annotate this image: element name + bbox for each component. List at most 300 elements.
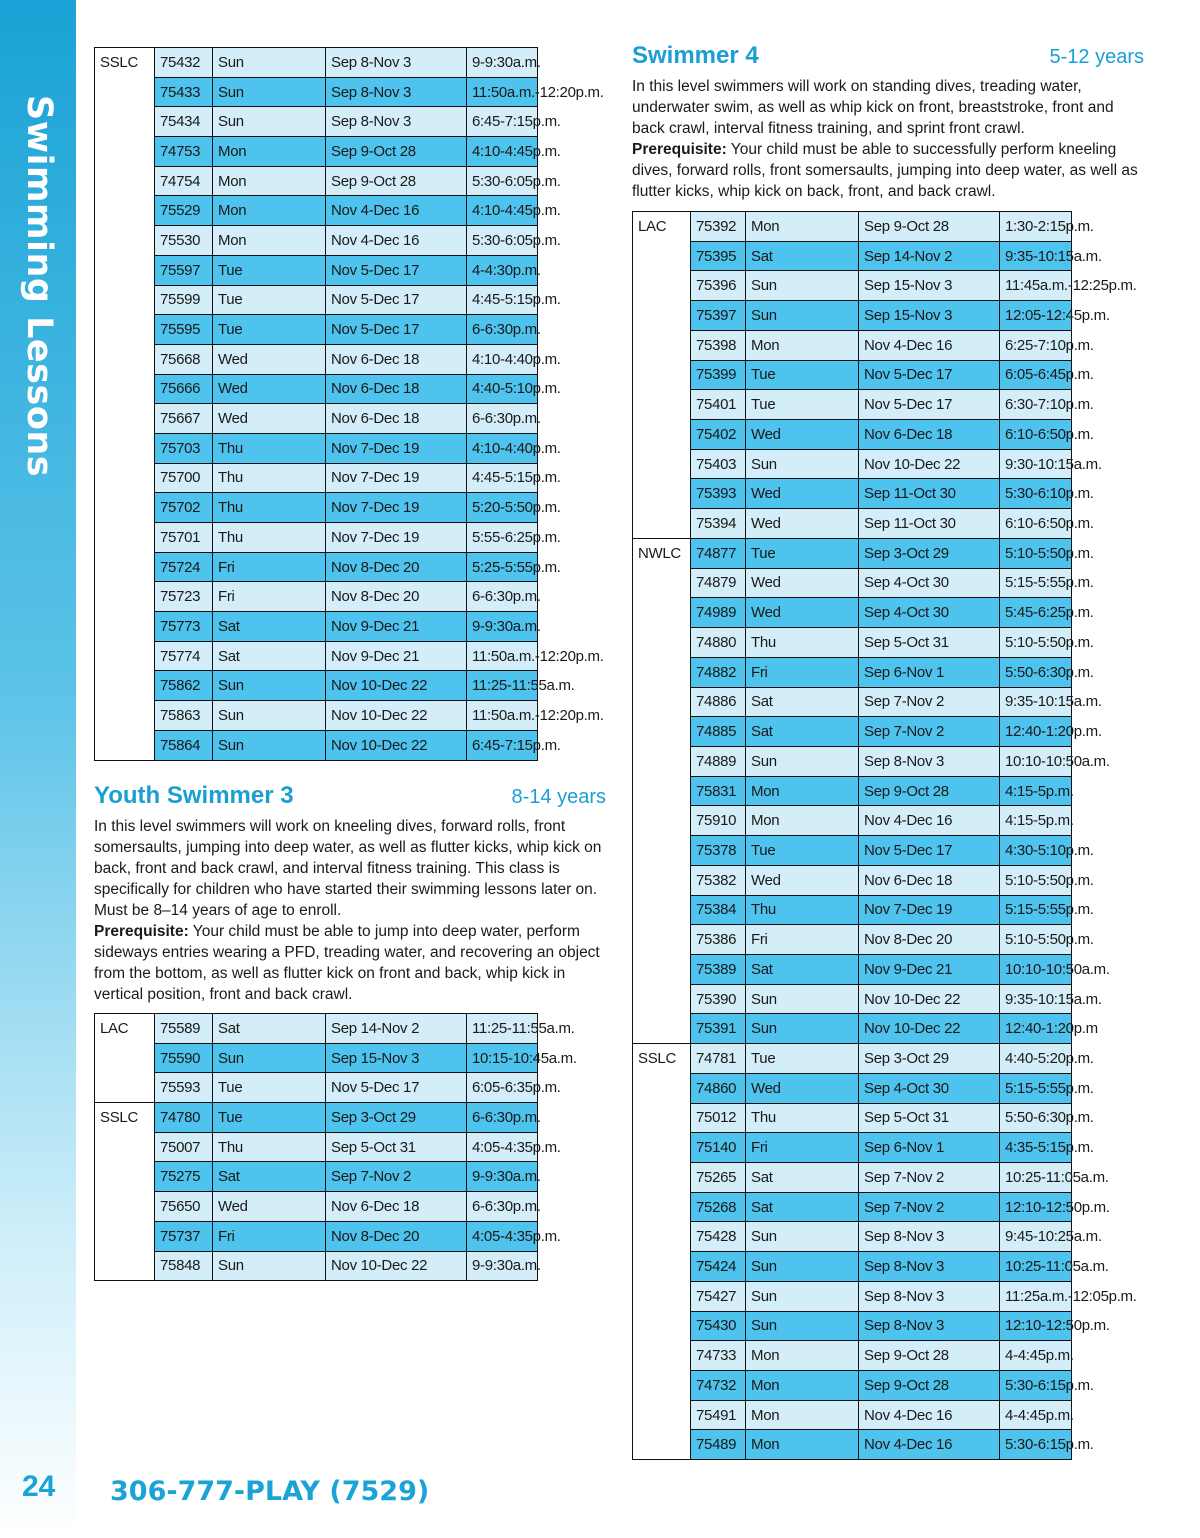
- date-range-cell: Sep 8-Nov 3: [859, 1311, 1000, 1341]
- day-cell: Sun: [213, 701, 326, 731]
- location-cell: SSLC: [95, 1103, 155, 1281]
- table-row: [633, 806, 1072, 836]
- course-code-cell: 75401: [691, 390, 746, 420]
- date-range-cell: Sep 14-Nov 2: [859, 241, 1000, 271]
- day-cell: Fri: [213, 552, 326, 582]
- table-row: [633, 301, 1072, 331]
- time-cell: 1:30-2:15p.m.: [1000, 212, 1072, 242]
- course-code-cell: 75597: [155, 255, 213, 285]
- day-cell: Wed: [213, 374, 326, 404]
- table-row: [95, 671, 538, 701]
- date-range-cell: Nov 4-Dec 16: [326, 196, 467, 226]
- time-cell: 5:55-6:25p.m.: [467, 523, 538, 553]
- time-cell: 12:05-12:45p.m.: [1000, 301, 1072, 331]
- date-range-cell: Sep 15-Nov 3: [326, 1043, 467, 1073]
- course-code-cell: 75265: [691, 1163, 746, 1193]
- table-row: [95, 404, 538, 434]
- table-row: [633, 1133, 1072, 1163]
- course-code-cell: 74733: [691, 1341, 746, 1371]
- course-code-cell: 75434: [155, 107, 213, 137]
- time-cell: 6-6:30p.m.: [467, 315, 538, 345]
- date-range-cell: Nov 9-Dec 21: [326, 641, 467, 671]
- date-range-cell: Sep 3-Oct 29: [859, 1044, 1000, 1074]
- course-code-cell: 75432: [155, 48, 213, 78]
- day-cell: Sun: [213, 1251, 326, 1281]
- time-cell: 4:45-5:15p.m.: [467, 463, 538, 493]
- course-code-cell: 75848: [155, 1251, 213, 1281]
- course-code-cell: 75428: [691, 1222, 746, 1252]
- day-cell: Sat: [213, 612, 326, 642]
- table-row: [95, 1132, 538, 1162]
- time-cell: 12:10-12:50p.m.: [1000, 1192, 1072, 1222]
- date-range-cell: Sep 6-Nov 1: [859, 1133, 1000, 1163]
- table-row: [633, 271, 1072, 301]
- time-cell: 11:50a.m.-12:20p.m.: [467, 77, 538, 107]
- time-cell: 9-9:30a.m.: [467, 48, 538, 78]
- course-code-cell: 74732: [691, 1371, 746, 1401]
- table-row: [633, 1371, 1072, 1401]
- course-code-cell: 75599: [155, 285, 213, 315]
- day-cell: Mon: [746, 806, 859, 836]
- course-code-cell: 75589: [155, 1014, 213, 1044]
- table-row: [95, 344, 538, 374]
- table-row: [95, 730, 538, 760]
- table-row: [633, 360, 1072, 390]
- day-cell: Mon: [213, 166, 326, 196]
- time-cell: 4:40-5:10p.m.: [467, 374, 538, 404]
- course-code-cell: 74880: [691, 628, 746, 658]
- location-cell: NWLC: [633, 538, 691, 1043]
- day-cell: Mon: [213, 196, 326, 226]
- course-code-cell: 74882: [691, 657, 746, 687]
- table-row: [95, 107, 538, 137]
- table-row: [95, 582, 538, 612]
- course-code-cell: 75140: [691, 1133, 746, 1163]
- course-code-cell: 75650: [155, 1192, 213, 1222]
- table-row: [633, 865, 1072, 895]
- date-range-cell: Sep 8-Nov 3: [859, 746, 1000, 776]
- time-cell: 12:40-1:20p.m: [1000, 1014, 1072, 1044]
- table-row: [95, 1014, 538, 1044]
- day-cell: Sun: [213, 48, 326, 78]
- time-cell: 4-4:30p.m.: [467, 255, 538, 285]
- course-code-cell: 75489: [691, 1430, 746, 1460]
- day-cell: Sun: [746, 984, 859, 1014]
- day-cell: Mon: [213, 137, 326, 167]
- table-row: [633, 776, 1072, 806]
- course-code-cell: 75386: [691, 925, 746, 955]
- table-row: [633, 1281, 1072, 1311]
- course-code-cell: 74781: [691, 1044, 746, 1074]
- table-row: [95, 1251, 538, 1281]
- day-cell: Sun: [746, 1252, 859, 1282]
- day-cell: Sun: [213, 107, 326, 137]
- day-cell: Mon: [746, 1400, 859, 1430]
- table-row: [633, 1073, 1072, 1103]
- course-code-cell: 75863: [155, 701, 213, 731]
- sidebar-band: [0, 0, 76, 1538]
- day-cell: Thu: [213, 1132, 326, 1162]
- date-range-cell: Nov 6-Dec 18: [326, 344, 467, 374]
- date-range-cell: Nov 6-Dec 18: [326, 1192, 467, 1222]
- day-cell: Sun: [746, 1311, 859, 1341]
- date-range-cell: Nov 5-Dec 17: [326, 315, 467, 345]
- day-cell: Tue: [746, 836, 859, 866]
- date-range-cell: Sep 11-Oct 30: [859, 509, 1000, 539]
- course-code-cell: 74889: [691, 746, 746, 776]
- date-range-cell: Nov 6-Dec 18: [859, 420, 1000, 450]
- time-cell: 11:50a.m.-12:20p.m.: [467, 701, 538, 731]
- table-row: [633, 538, 1072, 568]
- course-code-cell: 75774: [155, 641, 213, 671]
- date-range-cell: Nov 10-Dec 22: [326, 701, 467, 731]
- course-code-cell: 74885: [691, 717, 746, 747]
- course-code-cell: 75403: [691, 449, 746, 479]
- time-cell: 6-6:30p.m.: [467, 1103, 538, 1133]
- date-range-cell: Sep 7-Nov 2: [859, 1163, 1000, 1193]
- time-cell: 4:40-5:20p.m.: [1000, 1044, 1072, 1074]
- time-cell: 11:25-11:55a.m.: [467, 671, 538, 701]
- age-range: 5-12 years: [1049, 46, 1144, 68]
- time-cell: 5:10-5:50p.m.: [1000, 925, 1072, 955]
- date-range-cell: Nov 5-Dec 17: [859, 390, 1000, 420]
- course-code-cell: 75491: [691, 1400, 746, 1430]
- course-code-cell: 75723: [155, 582, 213, 612]
- table-row: [633, 895, 1072, 925]
- course-code-cell: 75384: [691, 895, 746, 925]
- time-cell: 4:10-4:40p.m.: [467, 433, 538, 463]
- table-row: [95, 701, 538, 731]
- table-row: [95, 226, 538, 256]
- course-code-cell: 74879: [691, 568, 746, 598]
- table-row: [95, 196, 538, 226]
- table-row: [633, 241, 1072, 271]
- date-range-cell: Nov 5-Dec 17: [326, 1073, 467, 1103]
- section-description: [94, 816, 606, 1005]
- time-cell: 4:10-4:45p.m.: [467, 196, 538, 226]
- time-cell: 6:45-7:15p.m.: [467, 107, 538, 137]
- date-range-cell: Sep 8-Nov 3: [326, 48, 467, 78]
- course-code-cell: 75396: [691, 271, 746, 301]
- table-row: [633, 687, 1072, 717]
- time-cell: 4:15-5p.m.: [1000, 776, 1072, 806]
- day-cell: Sun: [746, 746, 859, 776]
- day-cell: Mon: [746, 212, 859, 242]
- table-row: [633, 1400, 1072, 1430]
- day-cell: Mon: [746, 1371, 859, 1401]
- table-row: [95, 1073, 538, 1103]
- table-row: [633, 1192, 1072, 1222]
- date-range-cell: Sep 7-Nov 2: [859, 717, 1000, 747]
- table-row: [95, 285, 538, 315]
- day-cell: Tue: [213, 255, 326, 285]
- day-cell: Sat: [213, 1014, 326, 1044]
- prerequisite-label: Prerequisite:: [94, 923, 189, 940]
- time-cell: 6:10-6:50p.m.: [1000, 509, 1072, 539]
- day-cell: Sat: [746, 1192, 859, 1222]
- date-range-cell: Nov 7-Dec 19: [859, 895, 1000, 925]
- section-title-vertical: Swimming Lessons: [19, 95, 59, 478]
- day-cell: Sun: [213, 730, 326, 760]
- table-row: [95, 48, 538, 78]
- section-title: Youth Swimmer 3: [94, 782, 294, 809]
- day-cell: Sat: [746, 717, 859, 747]
- day-cell: Wed: [213, 404, 326, 434]
- prerequisite-text: Your child must be able to jump into deep water, perform sideways entries wearing a PFD, treading water, and recovering an object from the bottom, as well as flutter kick on front and back, whip kick in vertical position, front and back crawl.: [94, 923, 600, 1003]
- time-cell: 11:25-11:55a.m.: [467, 1014, 538, 1044]
- table-row: [633, 1311, 1072, 1341]
- day-cell: Wed: [746, 1073, 859, 1103]
- day-cell: Sat: [213, 641, 326, 671]
- time-cell: 11:50a.m.-12:20p.m.: [467, 641, 538, 671]
- day-cell: Thu: [213, 523, 326, 553]
- prerequisite-text: Your child must be able to successfully perform kneeling dives, forward rolls, front somersaults, jumping into deep water, as well as flutter kicks, whip kick on back, front, and back crawl.: [632, 141, 1138, 200]
- table-row: [633, 449, 1072, 479]
- time-cell: 4:45-5:15p.m.: [467, 285, 538, 315]
- table-row: [95, 1192, 538, 1222]
- time-cell: 5:20-5:50p.m.: [467, 493, 538, 523]
- day-cell: Tue: [213, 315, 326, 345]
- course-code-cell: 74753: [155, 137, 213, 167]
- course-code-cell: 74780: [155, 1103, 213, 1133]
- location-cell: SSLC: [95, 48, 155, 761]
- course-code-cell: 75393: [691, 479, 746, 509]
- table-row: [633, 330, 1072, 360]
- day-cell: Fri: [213, 1221, 326, 1251]
- course-code-cell: 75382: [691, 865, 746, 895]
- table-row: [95, 641, 538, 671]
- day-cell: Wed: [213, 344, 326, 374]
- table-row: [633, 598, 1072, 628]
- time-cell: 9:45-10:25a.m.: [1000, 1222, 1072, 1252]
- course-code-cell: 75668: [155, 344, 213, 374]
- time-cell: 5:25-5:55p.m.: [467, 552, 538, 582]
- table-row: [95, 433, 538, 463]
- youth-swimmer-3-section: [94, 782, 606, 1005]
- course-code-cell: 75394: [691, 509, 746, 539]
- course-code-cell: 75395: [691, 241, 746, 271]
- time-cell: 4:35-5:15p.m.: [1000, 1133, 1072, 1163]
- day-cell: Wed: [746, 598, 859, 628]
- time-cell: 9:35-10:15a.m.: [1000, 984, 1072, 1014]
- date-range-cell: Nov 7-Dec 19: [326, 493, 467, 523]
- date-range-cell: Sep 7-Nov 2: [859, 687, 1000, 717]
- time-cell: 6-6:30p.m.: [467, 1192, 538, 1222]
- day-cell: Sun: [213, 1043, 326, 1073]
- time-cell: 9-9:30a.m.: [467, 612, 538, 642]
- course-code-cell: 74886: [691, 687, 746, 717]
- course-code-cell: 75864: [155, 730, 213, 760]
- day-cell: Sun: [746, 1014, 859, 1044]
- time-cell: 4:10-4:45p.m.: [467, 137, 538, 167]
- schedule-table: [94, 1013, 577, 1281]
- day-cell: Mon: [746, 776, 859, 806]
- course-code-cell: 75399: [691, 360, 746, 390]
- date-range-cell: Sep 8-Nov 3: [859, 1281, 1000, 1311]
- time-cell: 10:25-11:05a.m.: [1000, 1252, 1072, 1282]
- description-text: In this level swimmers will work on kneeling dives, forward rolls, front somersaults, jumping into deep water, as well as flutter kicks, whip kick on back, front and back crawl, and interval fitness training. This class is specifically for children who have started their swimming lessons later on. Must be 8–14 years of age to enroll.: [94, 818, 602, 919]
- date-range-cell: Nov 5-Dec 17: [326, 255, 467, 285]
- time-cell: 12:10-12:50p.m.: [1000, 1311, 1072, 1341]
- date-range-cell: Sep 4-Oct 30: [859, 568, 1000, 598]
- course-code-cell: 75910: [691, 806, 746, 836]
- date-range-cell: Sep 9-Oct 28: [859, 1371, 1000, 1401]
- date-range-cell: Nov 4-Dec 16: [859, 1430, 1000, 1460]
- day-cell: Sun: [746, 1281, 859, 1311]
- time-cell: 6:05-6:35p.m.: [467, 1073, 538, 1103]
- date-range-cell: Nov 10-Dec 22: [859, 449, 1000, 479]
- table-row: [633, 420, 1072, 450]
- table-row: [633, 1430, 1072, 1460]
- date-range-cell: Sep 4-Oct 30: [859, 598, 1000, 628]
- top-schedule-block: [94, 47, 604, 761]
- date-range-cell: Nov 10-Dec 22: [326, 671, 467, 701]
- table-row: [633, 1222, 1072, 1252]
- phone-number: 306-777-PLAY (7529): [110, 1476, 430, 1507]
- time-cell: 10:15-10:45a.m.: [467, 1043, 538, 1073]
- time-cell: 5:10-5:50p.m.: [1000, 865, 1072, 895]
- table-row: [633, 628, 1072, 658]
- day-cell: Mon: [746, 1341, 859, 1371]
- date-range-cell: Sep 14-Nov 2: [326, 1014, 467, 1044]
- time-cell: 5:45-6:25p.m.: [1000, 598, 1072, 628]
- course-code-cell: 75392: [691, 212, 746, 242]
- swimmer-4-section: [632, 42, 1144, 202]
- time-cell: 5:10-5:50p.m.: [1000, 628, 1072, 658]
- date-range-cell: Nov 4-Dec 16: [859, 330, 1000, 360]
- date-range-cell: Nov 7-Dec 19: [326, 463, 467, 493]
- day-cell: Fri: [746, 925, 859, 955]
- table-row: [95, 255, 538, 285]
- table-row: [633, 836, 1072, 866]
- table-row: [95, 1162, 538, 1192]
- date-range-cell: Nov 9-Dec 21: [859, 954, 1000, 984]
- date-range-cell: Nov 10-Dec 22: [859, 1014, 1000, 1044]
- day-cell: Fri: [213, 582, 326, 612]
- course-code-cell: 75862: [155, 671, 213, 701]
- table-row: [95, 463, 538, 493]
- table-row: [633, 1163, 1072, 1193]
- date-range-cell: Nov 6-Dec 18: [859, 865, 1000, 895]
- date-range-cell: Nov 9-Dec 21: [326, 612, 467, 642]
- day-cell: Sat: [746, 241, 859, 271]
- time-cell: 11:25a.m.-12:05p.m.: [1000, 1281, 1072, 1311]
- schedule-table: [632, 211, 1137, 1460]
- course-code-cell: 74860: [691, 1073, 746, 1103]
- day-cell: Tue: [213, 1073, 326, 1103]
- table-row: [95, 374, 538, 404]
- time-cell: 5:15-5:55p.m.: [1000, 1073, 1072, 1103]
- time-cell: 6:05-6:45p.m.: [1000, 360, 1072, 390]
- time-cell: 5:30-6:05p.m.: [467, 166, 538, 196]
- course-code-cell: 75530: [155, 226, 213, 256]
- date-range-cell: Sep 6-Nov 1: [859, 657, 1000, 687]
- table-row: [95, 1103, 538, 1133]
- time-cell: 4:10-4:40p.m.: [467, 344, 538, 374]
- course-code-cell: 75433: [155, 77, 213, 107]
- time-cell: 9:35-10:15a.m.: [1000, 241, 1072, 271]
- swimmer-4-table-block: [632, 211, 1137, 1460]
- day-cell: Sat: [746, 687, 859, 717]
- day-cell: Tue: [746, 538, 859, 568]
- time-cell: 9-9:30a.m.: [467, 1162, 538, 1192]
- day-cell: Thu: [213, 493, 326, 523]
- time-cell: 5:15-5:55p.m.: [1000, 568, 1072, 598]
- course-code-cell: 75595: [155, 315, 213, 345]
- page-number: 24: [22, 1470, 56, 1503]
- course-code-cell: 75590: [155, 1043, 213, 1073]
- time-cell: 5:30-6:05p.m.: [467, 226, 538, 256]
- table-row: [95, 315, 538, 345]
- table-row: [633, 1014, 1072, 1044]
- day-cell: Tue: [746, 1044, 859, 1074]
- date-range-cell: Nov 10-Dec 22: [326, 730, 467, 760]
- table-row: [633, 954, 1072, 984]
- location-cell: SSLC: [633, 1044, 691, 1460]
- day-cell: Fri: [746, 1133, 859, 1163]
- date-range-cell: Nov 7-Dec 19: [326, 433, 467, 463]
- time-cell: 6:25-7:10p.m.: [1000, 330, 1072, 360]
- date-range-cell: Nov 7-Dec 19: [326, 523, 467, 553]
- course-code-cell: 75724: [155, 552, 213, 582]
- table-row: [633, 1103, 1072, 1133]
- day-cell: Sun: [746, 301, 859, 331]
- time-cell: 6-6:30p.m.: [467, 404, 538, 434]
- time-cell: 12:40-1:20p.m.: [1000, 717, 1072, 747]
- section-description: [632, 76, 1144, 202]
- time-cell: 4-4:45p.m.: [1000, 1400, 1072, 1430]
- date-range-cell: Sep 7-Nov 2: [326, 1162, 467, 1192]
- date-range-cell: Sep 9-Oct 28: [859, 776, 1000, 806]
- date-range-cell: Sep 9-Oct 28: [859, 212, 1000, 242]
- date-range-cell: Nov 5-Dec 17: [859, 360, 1000, 390]
- date-range-cell: Nov 8-Dec 20: [326, 582, 467, 612]
- table-row: [95, 1043, 538, 1073]
- course-code-cell: 74754: [155, 166, 213, 196]
- table-row: [95, 166, 538, 196]
- day-cell: Tue: [213, 1103, 326, 1133]
- table-row: [95, 77, 538, 107]
- day-cell: Sat: [746, 1163, 859, 1193]
- section-title: Swimmer 4: [632, 42, 759, 69]
- section-header: [632, 42, 1144, 70]
- course-code-cell: 75667: [155, 404, 213, 434]
- day-cell: Sun: [746, 271, 859, 301]
- time-cell: 5:30-6:10p.m.: [1000, 479, 1072, 509]
- table-row: [95, 523, 538, 553]
- schedule-table: [94, 47, 604, 761]
- day-cell: Wed: [746, 420, 859, 450]
- table-row: [633, 509, 1072, 539]
- date-range-cell: Sep 9-Oct 28: [859, 1341, 1000, 1371]
- day-cell: Mon: [213, 226, 326, 256]
- course-code-cell: 75593: [155, 1073, 213, 1103]
- course-code-cell: 75427: [691, 1281, 746, 1311]
- date-range-cell: Sep 5-Oct 31: [859, 628, 1000, 658]
- date-range-cell: Nov 8-Dec 20: [326, 1221, 467, 1251]
- date-range-cell: Nov 6-Dec 18: [326, 404, 467, 434]
- date-range-cell: Nov 5-Dec 17: [326, 285, 467, 315]
- date-range-cell: Sep 8-Nov 3: [326, 107, 467, 137]
- course-code-cell: 75012: [691, 1103, 746, 1133]
- course-code-cell: 75701: [155, 523, 213, 553]
- table-row: [633, 717, 1072, 747]
- time-cell: 4:05-4:35p.m.: [467, 1132, 538, 1162]
- date-range-cell: Sep 7-Nov 2: [859, 1192, 1000, 1222]
- section-header: [94, 782, 606, 810]
- time-cell: 10:25-11:05a.m.: [1000, 1163, 1072, 1193]
- course-code-cell: 75391: [691, 1014, 746, 1044]
